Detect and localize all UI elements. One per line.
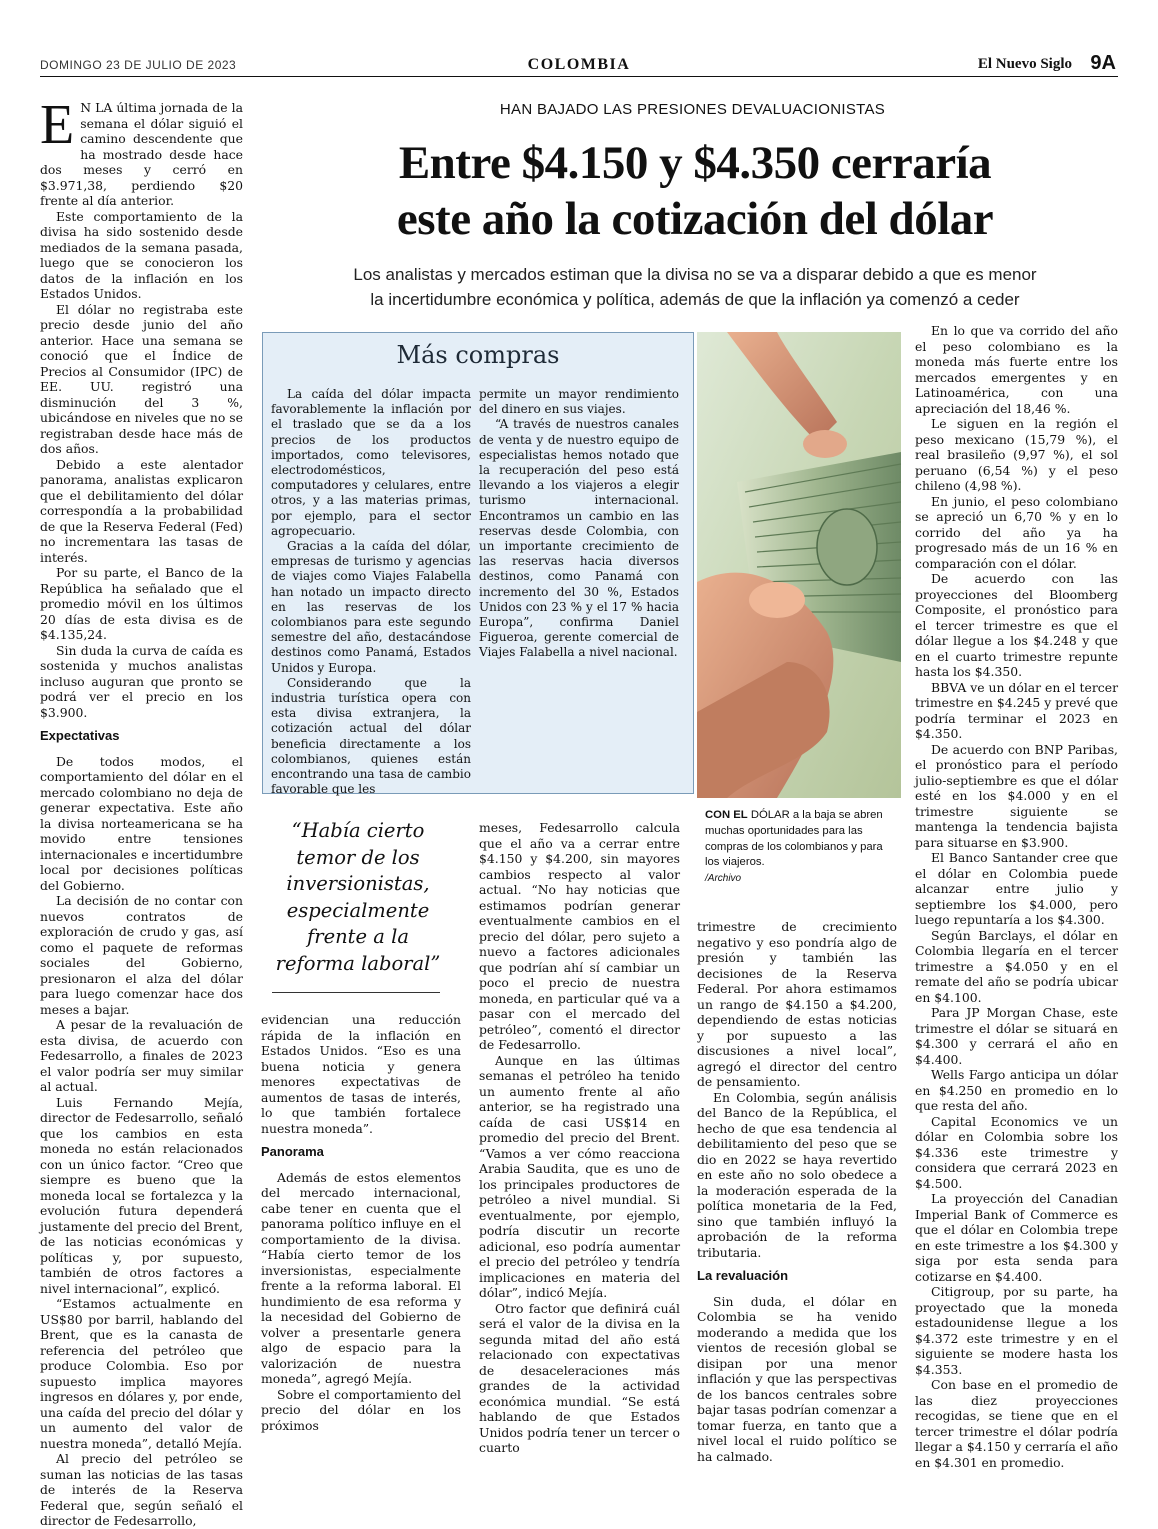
article-kicker: HAN BAJADO LAS PRESIONES DEVALUACIONISTAS — [499, 101, 886, 118]
col5-paragraph: De acuerdo con las proyecciones del Bloomberg Composite, el pronóstico para el tercer trimestre es que el dólar llegue a los $4.248 y que en el cuarto trimestre repunte hasta los $4.350. — [915, 571, 1118, 679]
sidebar-paragraph: Considerando que la industria turística opera con esta divisa extranjera, la cotización actual del dólar beneficia directamente a los colombianos, quienes están encontrando una tasa de cambio favorable que les — [271, 675, 471, 797]
sidebar-paragraph: Gracias a la caída del dólar, empresas de turismo y agencias de viajes como Viajes Falabella han notado un impacto directo en las reservas de los colombianos para este segundo semestre del año, destacándose destinos como Panamá, Estados Unidos y Europa. — [271, 539, 471, 675]
col3-paragraph: meses, Fedesarrollo calcula que el año va a cerrar entre $4.150 y $4.200, sin mayores cambios respecto al valor actual. “No hay noticias que estimamos podrían generar eventualmente cambios en el precio del dólar, pero sujeto a nuevo a factores adicionales que podrían ahí sí cambiar un poco el precio de nuestra moneda, en particular qué va a pasar con el mercado del petróleo”, comentó el director de Fedesarrollo. — [479, 820, 680, 1052]
column-1 — [40, 94, 243, 1529]
col1-paragraph: Debido a este alentador panorama, analistas explicaron que el debilitamiento del dólar correspondía a la probabilidad de que la Reserva Federal (Fed) no incrementara las tasas de interés. — [40, 456, 243, 565]
col4-paragraph: trimestre de crecimiento negativo y eso pondría algo de presión y también las decisiones de la Reserva Federal. Por ahora estimamos un rango de $4.150 a $4.200, dependiendo de estas noticias y por supuesto a las discusiones a nivel local”, agregó el director del centro de pensamiento. — [697, 919, 897, 1089]
header-rule — [40, 76, 1118, 77]
col5-paragraph: La proyección del Canadian Imperial Bank of Commerce es que el dólar en Colombia trepe en este trimestre a los $4.300 y siga por esta senda para cotizarse en $4.400. — [915, 1191, 1118, 1284]
pull-quote: “Había cierto temor de los inversionistas, especialmente frente a la reforma laboral” — [275, 819, 441, 975]
pull-quote-rule — [272, 992, 440, 993]
col2-paragraph: evidencian una reducción rápida de la inflación en Estados Unidos. “Eso es una buena noticia y genera menores expectativas de aumentos de tasas de interés, lo que también fortalece nuestra moneda”. — [261, 1012, 461, 1136]
col4-paragraph: Sin duda, el dólar en Colombia se ha venido moderando a medida que los vientos de recesión global se disipan por una menor inflación y que las perspectivas de los bancos centrales sobre bajar tasas podrían comenzar a tomar fuerza, en tanto que a nivel local el ruido político se ha calmado. — [697, 1293, 897, 1464]
column-2 — [261, 1012, 461, 1433]
dollar-photo — [697, 332, 901, 798]
col5-paragraph: BBVA ve un dólar en el tercer trimestre en $4.245 y prevé que podría terminar el 2023 en $4.350. — [915, 679, 1118, 741]
headline-line-2: este año la cotización del dólar — [396, 193, 994, 245]
column-3 — [479, 820, 680, 1456]
sidebar-box — [262, 332, 694, 797]
col5-paragraph: Capital Economics ve un dólar en Colombia sobre los $4.336 este trimestre y considera que cerrará 2023 en $4.500. — [915, 1113, 1118, 1191]
col2-paragraph: Sobre el comportamiento del precio del dólar en los próximos — [261, 1386, 461, 1433]
subhead-line-2: la incertidumbre económica y política, además de que la inflación ya comenzó a ceder — [370, 290, 1020, 309]
col4-paragraph: En Colombia, según análisis del Banco de la República, el hecho de que esa tendencia al debilitamiento del peso que se dio en 2022 se haya revertido en este año no solo obedece a la moderación esperada de la política monetaria de la Fed, sino que también influyó la aprobación de la reforma tributaria. — [697, 1089, 897, 1260]
col1-paragraph: Sin duda la curva de caída es sostenida y muchos analistas incluso auguran que pronto se podrá ver el precio en los $3.900. — [40, 642, 243, 720]
col5-paragraph: De acuerdo con BNP Paribas, el pronóstico para el período julio-septiembre es que el dólar esté en los $4.000 y en el trimestre siguiente se mantenga la tendencia bajista para situarse en $3.900. — [915, 741, 1118, 850]
subheading-revaluacion: La revaluación — [697, 1268, 789, 1283]
sidebar-column-2 — [479, 387, 679, 661]
section-title: COLOMBIA — [527, 56, 631, 73]
caption-lead: CON EL — [705, 809, 748, 821]
col5-paragraph: Citigroup, por su parte, ha proyectado que la moneda estadounidense llegue a los $4.372 este trimestre y en el siguiente se modere hasta los $4.353. — [915, 1284, 1118, 1377]
headline-line-1: Entre $4.150 y $4.350 cerraría — [398, 137, 992, 189]
col1-paragraph: A pesar de la revaluación de esta divisa, de acuerdo con Fedesarrollo, a finales de 2023 el valor podría ser muy similar al actual. — [40, 1017, 243, 1094]
col1-paragraph: De todos modos, el comportamiento del dólar en el mercado colombiano no deja de generar expectativa. Este año la divisa norteamericana se ha movido entre tensiones internacionales e incertidumbre local por decisiones políticas del Gobierno. — [40, 753, 243, 893]
col1-paragraph: Por su parte, el Banco de la República ha señalado que el promedio móvil en los últimos 20 días de esta divisa es de $4.135,24. — [40, 565, 243, 642]
subhead-line-1: Los analistas y mercados estiman que la divisa no se va a disparar debido a que es menor — [353, 265, 1037, 284]
page-number: 9A — [1090, 52, 1116, 74]
sidebar-paragraph: permite un mayor rendimiento del dinero en sus viajes. — [479, 387, 679, 417]
col5-paragraph: Le siguen en la región el peso mexicano (15,79 %), el real brasileño (9,97 %), el sol peruano (6,54 %) y el peso chileno (4,98 %). — [915, 416, 1118, 493]
subheading-panorama: Panorama — [261, 1144, 324, 1159]
col3-paragraph: Aunque en las últimas semanas el petróleo ha tenido un aumento frente al año anterior, se ha registrado una caída de casi US$14 en promedio del precio del Brent. “Vamos a ver cómo reacciona Arabia Saudita, que es uno de los principales productores de petróleo a nivel mundial. Si eventualmente, por ejemplo, podría discutir un recorte adicional, eso podría aumentar el precio del petróleo y tendría implicaciones en materia del dólar”, indicó Mejía. — [479, 1052, 680, 1300]
col1-paragraph: La decisión de no contar con nuevos contratos de exploración de crudo y gas, así como el paquete de reformas sociales del Gobierno, presionaron el alza del dólar para luego comenzar hace dos meses a bajar. — [40, 893, 243, 1017]
col2-paragraph: Además de estos elementos del mercado internacional, cabe tener en cuenta que el panorama político influye en el comportamiento de la divisa. “Había cierto temor de los inversionistas, especialmente frente a la reforma laboral. El hundimiento de esa reforma y la necesidad del Gobierno de volver a presentarle genera algo de espacio para la valorización de nuestra moneda”, agregó Mejía. — [261, 1169, 461, 1386]
col1-paragraph: Luis Fernando Mejía, director de Fedesarrollo, señaló que los cambios en esta moneda no están relacionados con un único factor. “Creo que siempre es bueno que la moneda local se fortalezca y la evolución futura dependerá justamente del precio del Brent, de las noticias económicas y políticas y, por supuesto, también de otros factores a nivel internacional”, explicó. — [40, 1094, 243, 1296]
col5-paragraph: En junio, el peso colombiano se apreció un 6,70 % y en lo corrido del año ya ha progresado más de un 16 % en comparación con el dólar. — [915, 493, 1118, 571]
photo-caption — [705, 808, 893, 887]
col5-paragraph: Para JP Morgan Chase, este trimestre el dólar se situará en $4.300 y cerrará el año en $4.400. — [915, 1005, 1118, 1067]
col5-paragraph: Wells Fargo anticipa un dólar en $4.250 en promedio en lo que resta del año. — [915, 1067, 1118, 1113]
caption-text: DÓLAR a la baja se abren muchas oportunidades para las compras de los colombianos y para los viajeros. — [705, 809, 883, 869]
page-date: DOMINGO 23 DE JULIO DE 2023 — [40, 58, 237, 72]
newspaper-name: El Nuevo Siglo — [977, 56, 1072, 72]
col1-paragraph: El dólar no registraba este precio desde junio del año anterior. Hace una semana se conoció que el Índice de Precios al Consumidor (IPC) de EE. UU. registró una disminución del 3 %, ubicándose en niveles que no se registraban desde hace más de dos años. — [40, 301, 243, 456]
col5-paragraph: El Banco Santander cree que el dólar en Colombia puede alcanzar entre julio y septiembre los $4.000, pero luego repuntaría a los $4.300. — [915, 850, 1118, 927]
sidebar-paragraph: La caída del dólar impacta favorablemente la inflación por el traslado que se da a los precios de los productos importados, como televisores, electrodomésticos, computadores y celulares, entre otros, y a las materias primas, por ejemplo, para el sector agropecuario. — [271, 387, 471, 538]
sidebar-title: Más compras — [396, 341, 560, 369]
column-5 — [915, 323, 1118, 1470]
col1-paragraph: “Estamos actualmente en US$80 por barril, hablando del Brent, que es la canasta de referencia del petróleo que produce Colombia. Eso por supuesto implica mayores ingresos en dólares y, por ende, una caída del precio del dólar y un aumento del valor de nuestra moneda”, detalló Mejía. — [40, 1296, 243, 1451]
col5-paragraph: En lo que va corrido del año el peso colombiano es la moneda más fuerte entre los mercados emergentes y en Latinoamérica, con una apreciación del 18,46 %. — [915, 323, 1118, 416]
col3-paragraph: Otro factor que definirá cuál será el valor de la divisa en la segunda mitad del año está relacionado con expectativas de desaceleraciones más grandes de la actividad económica mundial. “Se está hablando de que Estados Unidos podría tener un tercer o cuarto — [479, 1300, 680, 1455]
subheading-expectativas: Expectativas — [40, 728, 120, 743]
drop-cap: E — [40, 94, 75, 156]
sidebar-paragraph: “A través de nuestros canales de venta y de nuestro equipo de especialistas hemos notado que la recuperación del peso está llevando a los viajeros a elegir turismo internacional. Encontramos un cambio en las reservas desde Colombia, con un importante crecimiento de las reservas hacia diversos destinos, como Panamá con incremento del 30 %, Estados Unidos con 23 % y el 17 % hacia Europa”, confirma Daniel Figueroa, gerente comercial de Viajes Falabella a nivel nacional. — [479, 417, 679, 660]
col5-paragraph: Según Barclays, el dólar en Colombia llegaría en el tercer trimestre a $4.050 y en el remate del año se podría ubicar en $4.100. — [915, 927, 1118, 1005]
col1-paragraph: N LA última jornada de la semana el dólar siguió el camino descendente que ha mostrado desde hace dos meses y cerró en $3.971,38, perdiendo $20 frente al día anterior. — [40, 100, 243, 208]
sidebar-column-1 — [271, 387, 471, 797]
col1-paragraph: Al precio del petróleo se suman las noticias de las tasas de interés de la Reserva Federal que, según señaló el director de Fedesarrollo, — [40, 1451, 243, 1528]
col5-paragraph: Con base en el promedio de las diez proyecciones recogidas, se tiene que en el tercer trimestre el dólar podría llegar a $4.150 y cerraría el año en $4.301 en promedio. — [915, 1377, 1118, 1470]
photo-credit: /Archivo — [705, 873, 742, 885]
col1-paragraph: Este comportamiento de la divisa ha sido sostenido desde mediados de la semana pasada, luego que se conocieron los datos de la inflación en los Estados Unidos. — [40, 208, 243, 301]
column-4 — [697, 919, 897, 1464]
